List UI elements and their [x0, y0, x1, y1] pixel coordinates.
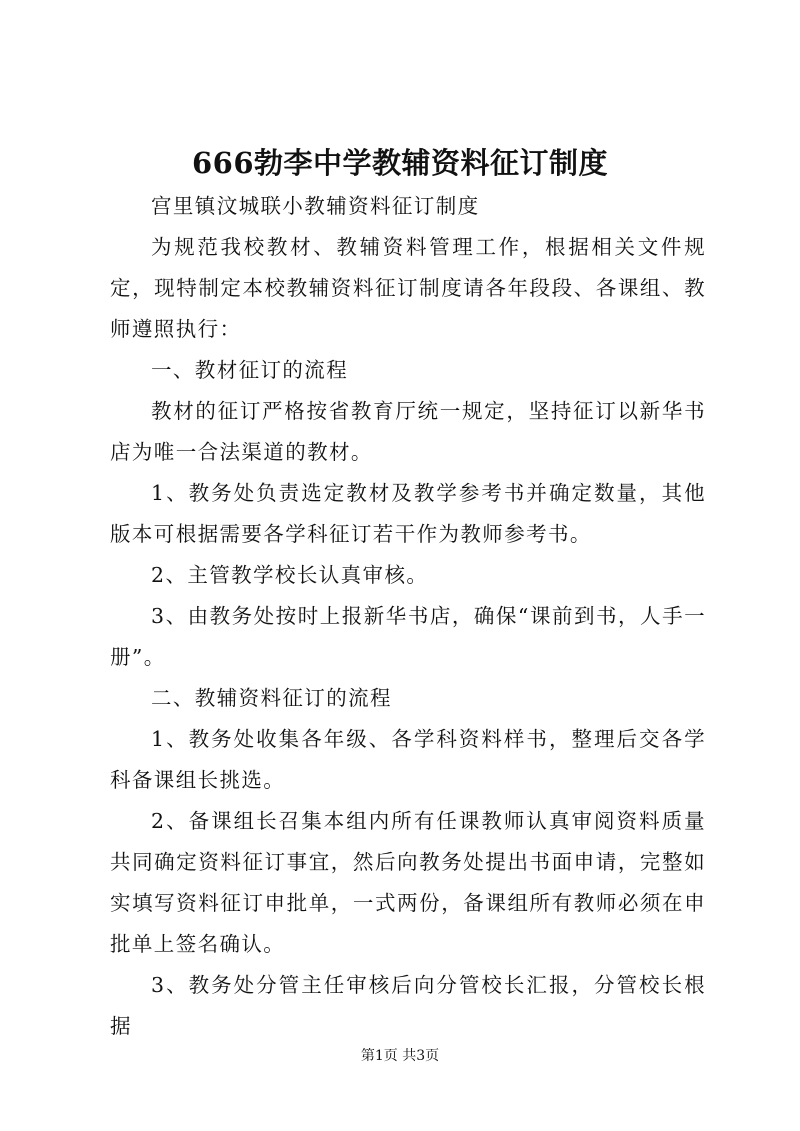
paragraph-subtitle: 宫里镇汶城联小教辅资料征订制度: [151, 194, 480, 218]
document-title: 666勃李中学教辅资料征订制度: [191, 146, 609, 180]
page-number: 第1页 共3页: [360, 1048, 440, 1064]
list-item: 3、教务处分管主任审核后向分管校长汇报，分管校长根据: [110, 973, 706, 1038]
list-item: 2、主管教学校长认真审核。: [151, 563, 429, 587]
list-item: 1、教务处负责选定教材及教学参考书并确定数量，其他版本可根据需要各学科征订若干作为教师参考书。: [110, 481, 706, 546]
list-item: 1、教务处收集各年级、各学科资料样书，整理后交各学科备课组长挑选。: [110, 727, 706, 792]
section-heading-1: 一、教材征订的流程: [151, 358, 349, 382]
page-footer: [0, 1046, 800, 1066]
paragraph-intro: 为规范我校教材、教辅资料管理工作，根据相关文件规定，现特制定本校教辅资料征订制度请各年段段、各课组、教师遵照执行：: [110, 235, 706, 341]
section-heading-2: 二、教辅资料征订的流程: [151, 686, 392, 710]
document-body: [110, 186, 706, 1047]
paragraph: 教材的征订严格按省教育厅统一规定，坚持征订以新华书店为唯一合法渠道的教材。: [110, 399, 706, 464]
list-item: 3、由教务处按时上报新华书店，确保“课前到书，人手一册”。: [110, 604, 706, 669]
list-item: 2、备课组长召集本组内所有任课教师认真审阅资料质量共同确定资料征订事宜，然后向教务处提出书面申请，完整如实填写资料征订申批单，一式两份，备课组所有教师必须在申批单上签名确认。: [110, 809, 706, 956]
